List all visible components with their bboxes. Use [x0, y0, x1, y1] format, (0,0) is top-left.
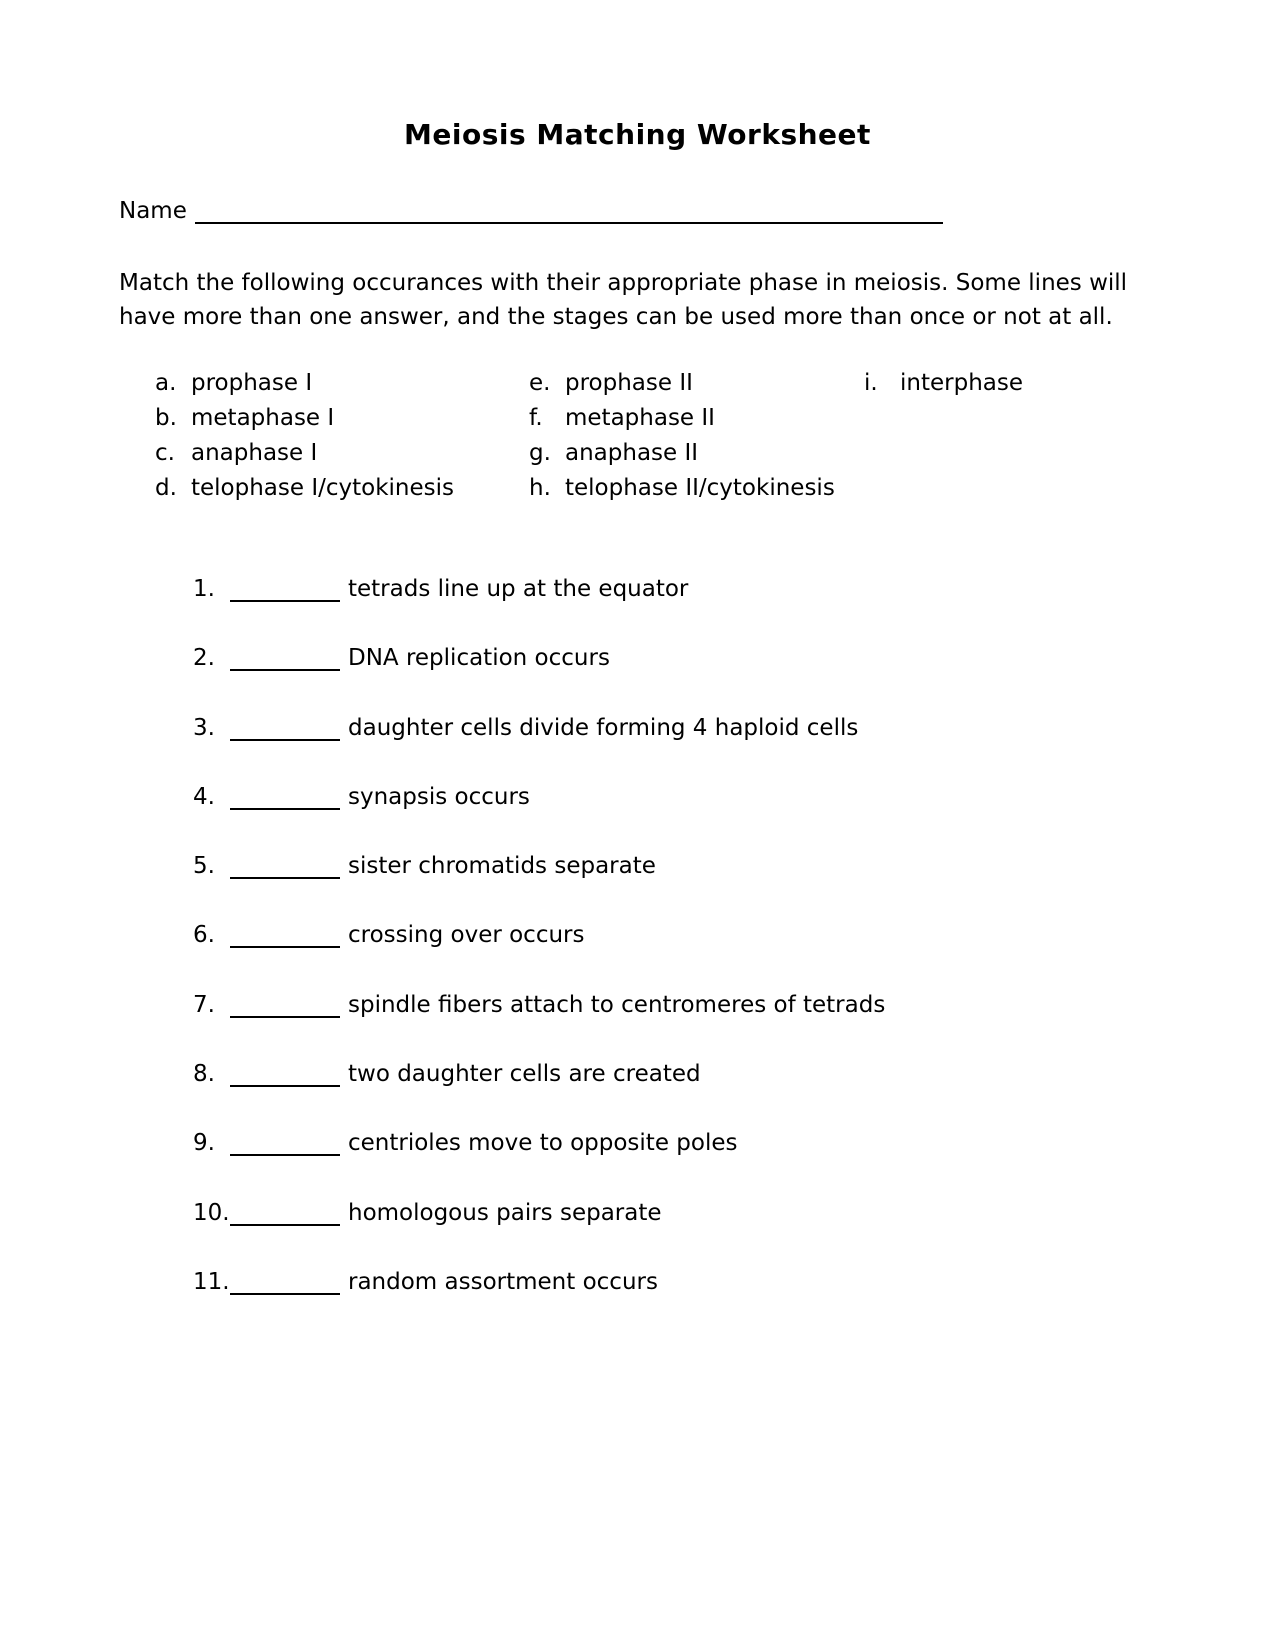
question-number: 1. — [193, 576, 215, 602]
option-letter: g. — [529, 440, 551, 466]
option-label: prophase I — [191, 370, 313, 396]
name-label: Name — [119, 198, 187, 224]
question-number: 2. — [193, 645, 215, 672]
answer-blank[interactable] — [230, 853, 340, 879]
option-item — [529, 401, 835, 436]
question-item — [193, 715, 885, 784]
option-label: telophase I/cytokinesis — [191, 475, 455, 501]
answer-blank[interactable] — [230, 715, 340, 741]
question-number: 4. — [193, 783, 215, 810]
question-number: 10. — [193, 1199, 230, 1226]
answer-blank[interactable] — [230, 784, 340, 810]
question-text: synapsis occurs — [348, 783, 530, 810]
option-letter: a. — [155, 370, 177, 396]
question-item — [193, 645, 885, 714]
option-letter: f. — [529, 405, 543, 431]
option-item — [529, 471, 835, 506]
option-label: telophase II/cytokinesis — [565, 475, 835, 501]
question-text: homologous pairs separate — [348, 1199, 662, 1226]
question-number: 3. — [193, 714, 215, 741]
answer-blank[interactable] — [230, 992, 340, 1018]
question-number: 6. — [193, 922, 215, 949]
question-item — [193, 576, 885, 645]
question-number: 8. — [193, 1061, 215, 1088]
question-text: spindle fibers attach to centromeres of tetrads — [348, 991, 886, 1018]
page-title: Meiosis Matching Worksheet — [404, 118, 871, 151]
option-label: metaphase I — [191, 405, 335, 431]
answer-blank[interactable] — [230, 645, 340, 671]
options-column-1 — [155, 366, 454, 506]
question-text: tetrads line up at the equator — [348, 576, 689, 602]
question-item — [193, 1061, 885, 1130]
option-letter: b. — [155, 405, 177, 431]
question-item — [193, 784, 885, 853]
question-number: 9. — [193, 1130, 215, 1157]
option-item — [864, 366, 1023, 401]
answer-blank[interactable] — [230, 1130, 340, 1156]
option-item — [155, 471, 454, 506]
option-label: interphase — [900, 370, 1023, 396]
question-text: daughter cells divide forming 4 haploid cells — [348, 714, 859, 741]
instructions: Match the following occurances with their appropriate phase in meiosis. Some lines will have more than one answer, and the stages can be used more than once or not at all. — [119, 270, 1128, 330]
question-number: 11. — [193, 1268, 230, 1295]
question-number: 7. — [193, 991, 215, 1018]
question-item — [193, 992, 885, 1061]
answer-blank[interactable] — [230, 922, 340, 948]
answer-blank[interactable] — [230, 1061, 340, 1087]
question-item — [193, 1130, 885, 1199]
answer-blank[interactable] — [230, 576, 340, 602]
option-item — [155, 366, 454, 401]
answer-blank[interactable] — [230, 1200, 340, 1226]
question-item — [193, 1200, 885, 1269]
option-label: anaphase II — [565, 440, 699, 466]
question-text: DNA replication occurs — [348, 645, 610, 672]
option-letter: d. — [155, 475, 177, 501]
option-label: prophase II — [565, 370, 693, 396]
question-text: centrioles move to opposite poles — [348, 1130, 738, 1157]
question-item — [193, 1269, 885, 1338]
question-number: 5. — [193, 853, 215, 880]
question-text: crossing over occurs — [348, 922, 585, 949]
option-letter: h. — [529, 475, 551, 501]
name-row — [119, 196, 943, 224]
option-label: metaphase II — [565, 405, 715, 431]
question-text: two daughter cells are created — [348, 1061, 701, 1088]
options-column-3 — [864, 366, 1023, 401]
option-letter: e. — [529, 370, 551, 396]
options-column-2 — [529, 366, 835, 506]
option-letter: i. — [864, 370, 878, 396]
option-item — [529, 436, 835, 471]
question-text: random assortment occurs — [348, 1268, 658, 1295]
question-list — [193, 576, 885, 1338]
question-item — [193, 922, 885, 991]
question-text: sister chromatids separate — [348, 853, 656, 880]
option-item — [155, 436, 454, 471]
option-item — [155, 401, 454, 436]
option-item — [529, 366, 835, 401]
name-field[interactable] — [195, 196, 943, 224]
option-letter: c. — [155, 440, 175, 466]
answer-blank[interactable] — [230, 1269, 340, 1295]
option-label: anaphase I — [191, 440, 318, 466]
question-item — [193, 853, 885, 922]
